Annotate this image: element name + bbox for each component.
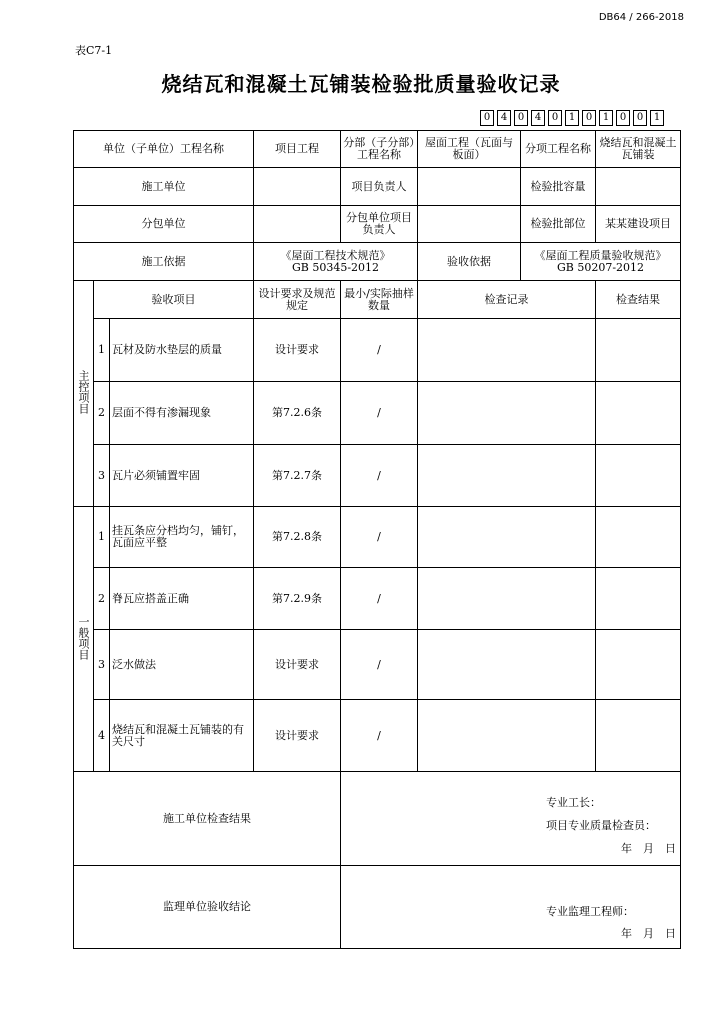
basis-standard-name: 《屋面工程技术规范》 [280, 248, 391, 262]
row-no: 4 [94, 700, 110, 772]
foreman-label: 专业工长： [546, 796, 601, 809]
location-label: 检验批部位 [521, 206, 596, 243]
row-sample: / [341, 700, 418, 772]
row-record[interactable] [418, 319, 596, 382]
main-group-label: 主控项目 [77, 370, 90, 414]
table-row [74, 568, 681, 630]
table-row [74, 630, 681, 700]
accept-standard-code: GB 50207-2012 [556, 260, 645, 274]
row-record[interactable] [418, 568, 596, 630]
code-digit: 1 [565, 110, 579, 126]
row-item: 瓦片必须铺置牢固 [110, 445, 254, 507]
row-result[interactable] [596, 568, 681, 630]
row-sample: / [341, 630, 418, 700]
row-result[interactable] [596, 382, 681, 445]
code-digit: 0 [633, 110, 647, 126]
row-design: 第7.2.9条 [254, 568, 341, 630]
col-item: 验收项目 [94, 281, 254, 319]
standard-number: DB64 / 266-2018 [598, 12, 684, 23]
row-item: 脊瓦应搭盖正确 [110, 568, 254, 630]
col-result: 检查结果 [596, 281, 681, 319]
row-result[interactable] [596, 700, 681, 772]
constructor-result-label: 施工单位检查结果 [74, 772, 341, 866]
supervisor-result-label: 监理单位验收结论 [74, 866, 341, 949]
capacity-value [596, 168, 681, 206]
general-group-label: 一般项目 [77, 615, 90, 660]
code-digit: 0 [548, 110, 562, 126]
item-label: 分项工程名称 [521, 131, 596, 168]
row-item: 层面不得有渗漏现象 [110, 382, 254, 445]
code-digit: 1 [650, 110, 664, 126]
row-result[interactable] [596, 507, 681, 568]
row-result[interactable] [596, 445, 681, 507]
code-digit: 4 [531, 110, 545, 126]
code-boxes [477, 110, 664, 126]
subcontractor-value [254, 206, 341, 243]
basis-standard-code: GB 50345-2012 [291, 260, 380, 274]
pm-label: 项目负责人 [341, 168, 418, 206]
unit-value: 项目工程 [254, 131, 341, 168]
code-digit: 0 [616, 110, 630, 126]
supervisor-date: 年 月 日 [621, 927, 676, 940]
row-record[interactable] [418, 700, 596, 772]
row-item: 烧结瓦和混凝土瓦铺装的有关尺寸 [110, 700, 254, 772]
row-no: 3 [94, 630, 110, 700]
main-group-cell [74, 281, 94, 507]
row-record[interactable] [418, 382, 596, 445]
code-digit: 4 [497, 110, 511, 126]
table-row [74, 700, 681, 772]
engineer-label: 专业监理工程师： [546, 905, 634, 918]
row-record[interactable] [418, 630, 596, 700]
col-sample: 最小/实际抽样数量 [341, 281, 418, 319]
row-item: 挂瓦条应分档均匀，铺钉，瓦面应平整 [110, 507, 254, 568]
sub-label: 分部（子分部）工程名称 [341, 131, 418, 168]
item-value: 烧结瓦和混凝土瓦铺装 [596, 131, 681, 168]
row-design: 设计要求 [254, 319, 341, 382]
row-sample: / [341, 382, 418, 445]
table-row [74, 382, 681, 445]
row-design: 设计要求 [254, 700, 341, 772]
accept-value [521, 243, 681, 281]
form-number: 表C7-1 [75, 44, 113, 57]
code-digit: 1 [599, 110, 613, 126]
inspector-label: 项目专业质量检查员： [546, 819, 656, 832]
row-record[interactable] [418, 507, 596, 568]
code-digit: 0 [582, 110, 596, 126]
row-result[interactable] [596, 319, 681, 382]
row-item: 泛水做法 [110, 630, 254, 700]
col-design: 设计要求及规范规定 [254, 281, 341, 319]
row-no: 1 [94, 319, 110, 382]
page-title: 烧结瓦和混凝土瓦铺装检验批质量验收记录 [161, 72, 561, 96]
row-no: 1 [94, 507, 110, 568]
sub-pm-value [418, 206, 521, 243]
code-digit: 0 [514, 110, 528, 126]
sub-value: 屋面工程（瓦面与板面） [418, 131, 521, 168]
row-design: 第7.2.8条 [254, 507, 341, 568]
row-sample: / [341, 319, 418, 382]
row-sample: / [341, 445, 418, 507]
row-sample: / [341, 507, 418, 568]
table-row [74, 319, 681, 382]
location-value: 某某建设项目 [596, 206, 681, 243]
inspection-record-table [73, 130, 681, 949]
supervisor-signoff-cell[interactable] [341, 866, 681, 949]
row-no: 2 [94, 382, 110, 445]
row-no: 3 [94, 445, 110, 507]
table-row [74, 445, 681, 507]
row-result[interactable] [596, 630, 681, 700]
row-item: 瓦材及防水垫层的质量 [110, 319, 254, 382]
general-group-cell [74, 507, 94, 772]
basis-label: 施工依据 [74, 243, 254, 281]
row-no: 2 [94, 568, 110, 630]
pm-value [418, 168, 521, 206]
table-row [74, 507, 681, 568]
constructor-label: 施工单位 [74, 168, 254, 206]
subcontractor-label: 分包单位 [74, 206, 254, 243]
row-record[interactable] [418, 445, 596, 507]
constructor-date: 年 月 日 [621, 842, 676, 855]
row-design: 设计要求 [254, 630, 341, 700]
row-design: 第7.2.6条 [254, 382, 341, 445]
col-record: 检查记录 [418, 281, 596, 319]
accept-standard-name: 《屋面工程质量验收规范》 [534, 248, 667, 262]
constructor-value [254, 168, 341, 206]
code-digit: 0 [480, 110, 494, 126]
row-sample: / [341, 568, 418, 630]
capacity-label: 检验批容量 [521, 168, 596, 206]
accept-label: 验收依据 [418, 243, 521, 281]
sub-pm-label: 分包单位项目负责人 [341, 206, 418, 243]
unit-label: 单位（子单位）工程名称 [74, 131, 254, 168]
constructor-signoff-cell[interactable] [341, 772, 681, 866]
basis-value [254, 243, 418, 281]
row-design: 第7.2.7条 [254, 445, 341, 507]
